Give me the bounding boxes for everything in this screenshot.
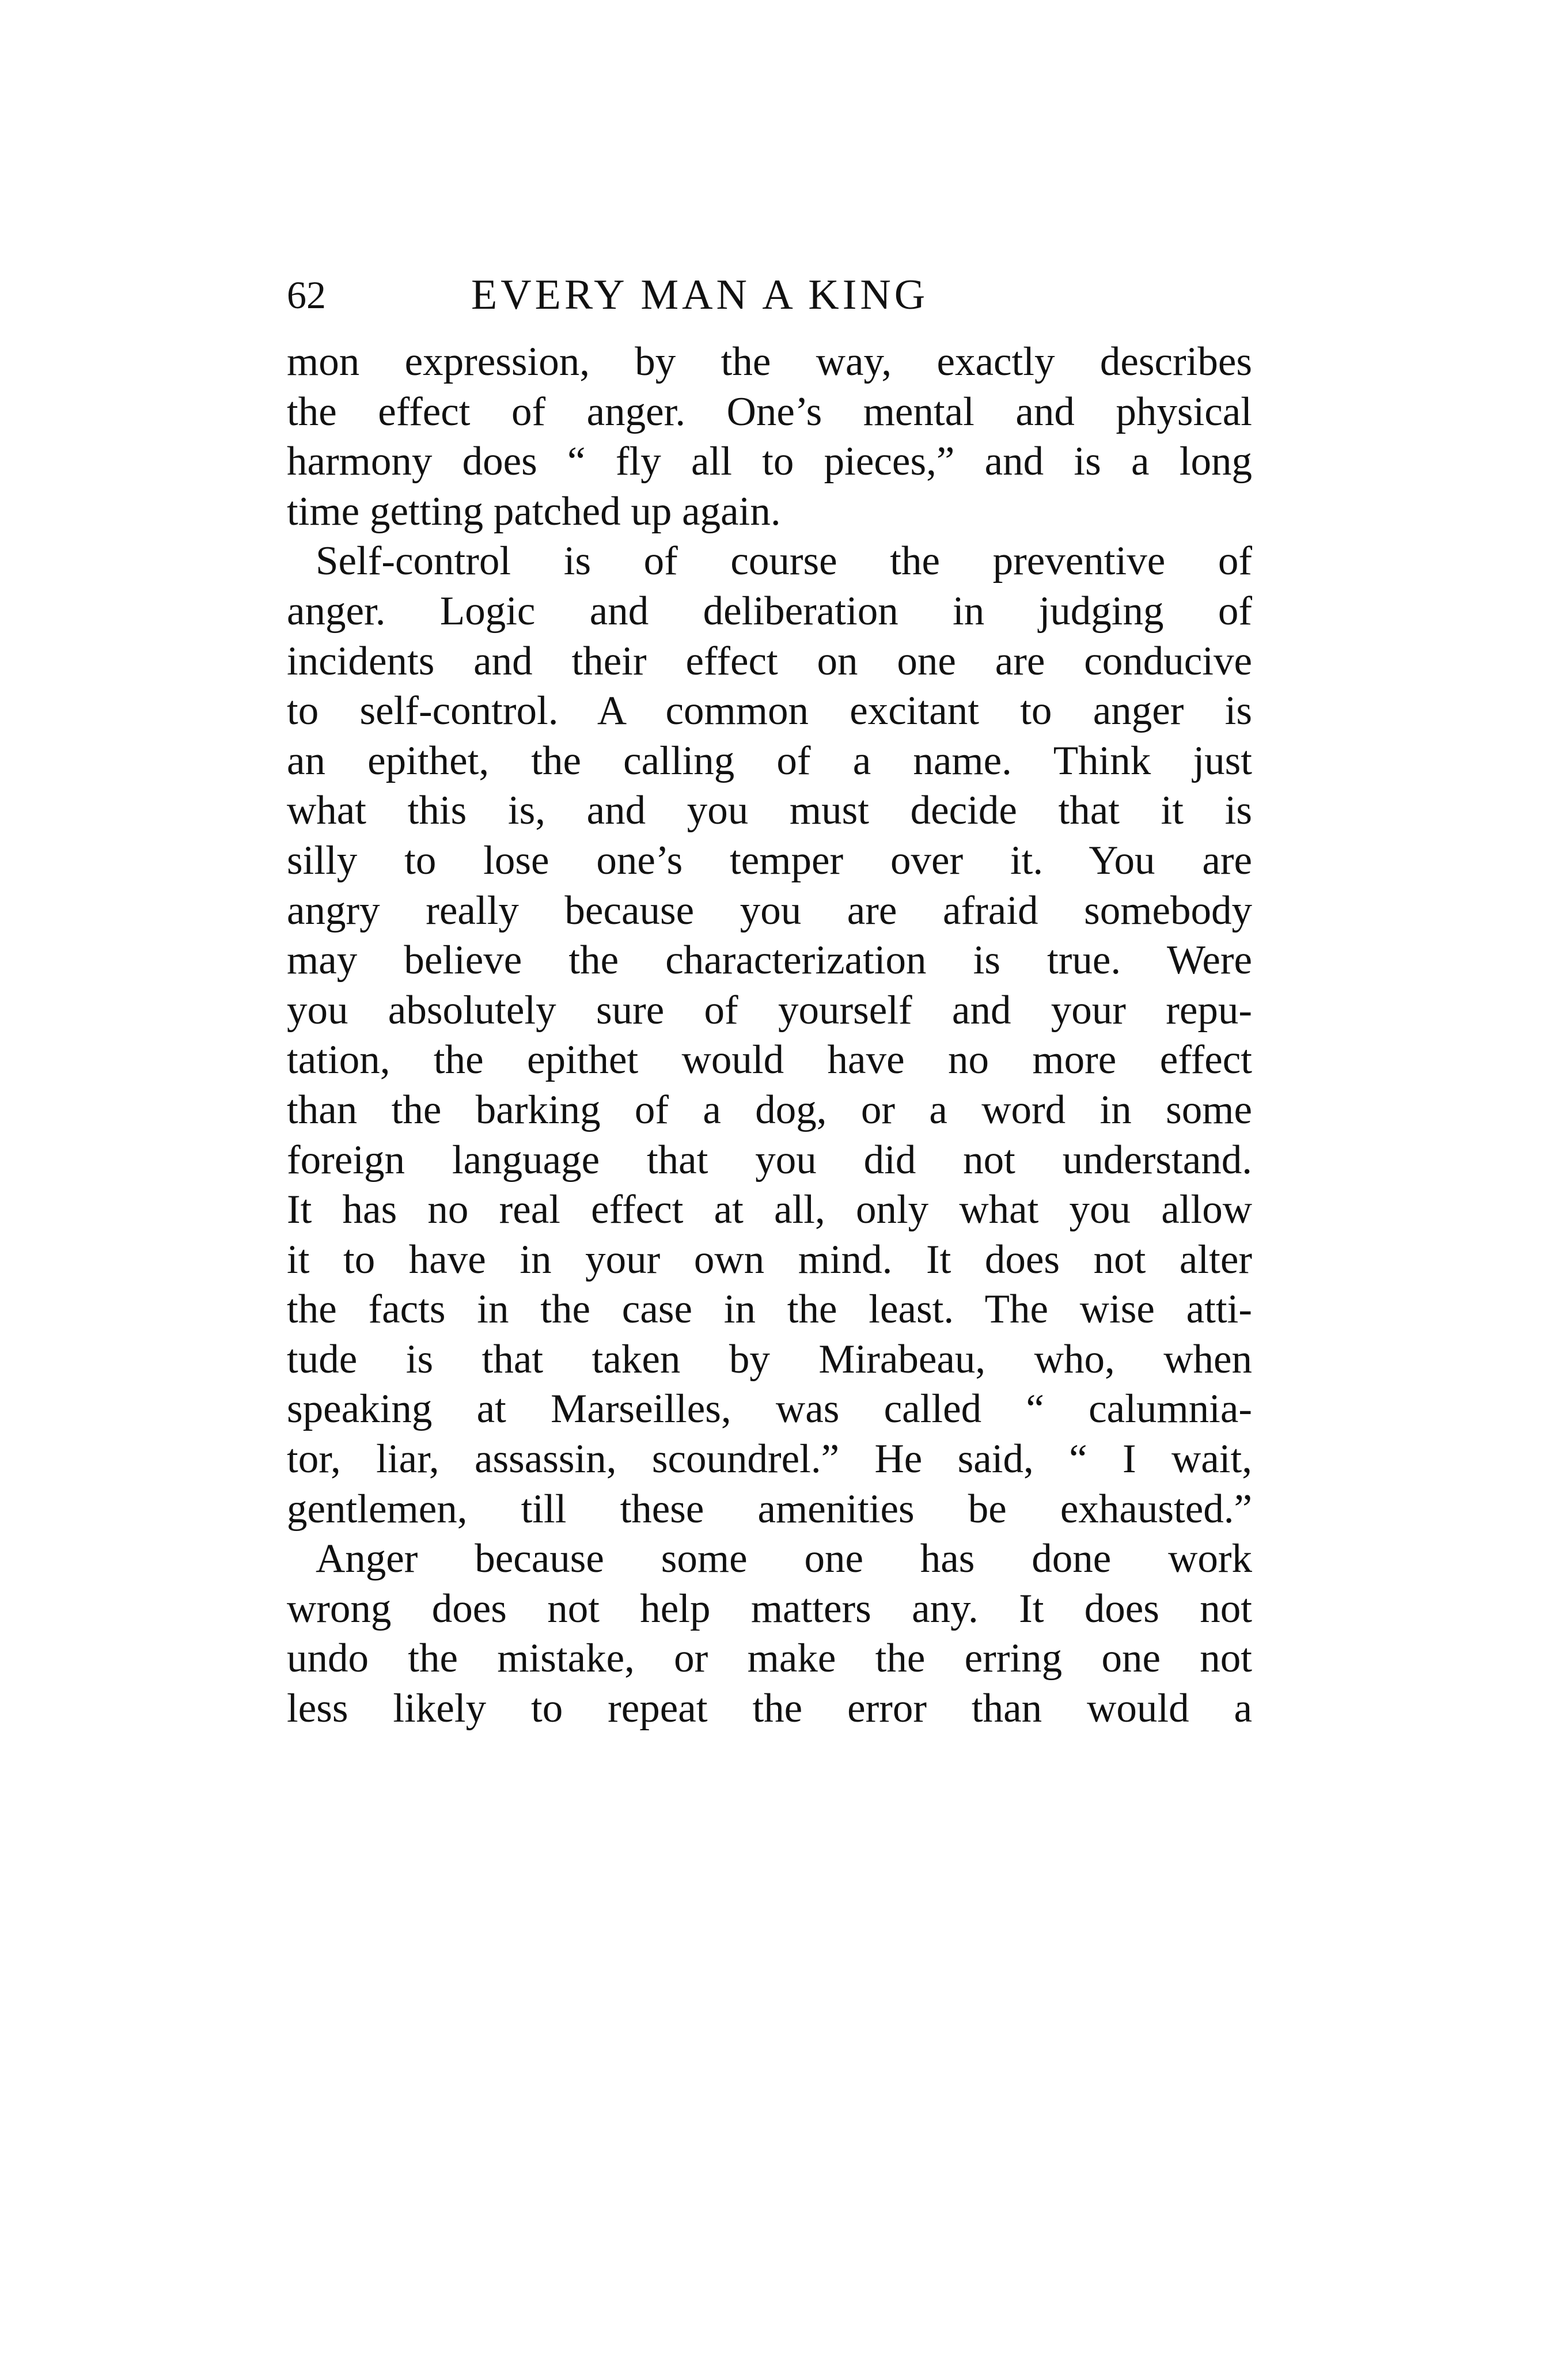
running-header	[287, 266, 1139, 324]
text-line: than the barking of a dog, or a word in some	[287, 1087, 1252, 1132]
text-line: tation, the epithet would have no more effect	[287, 1037, 1252, 1083]
text-line: an epithet, the calling of a name. Think just	[287, 738, 1252, 783]
text-line: to self-control. A common excitant to anger is	[287, 688, 1252, 734]
page-body-text	[287, 337, 1252, 1734]
text-line: harmony does “ fly all to pieces,” and is a long	[287, 439, 1252, 484]
text-line: It has no real effect at all, only what you allow	[287, 1187, 1252, 1233]
text-line: gentlemen, till these amenities be exhausted.”	[287, 1486, 1252, 1532]
text-line: mon expression, by the way, exactly describes	[287, 339, 1252, 384]
text-line: the facts in the case in the least. The wise atti-	[287, 1287, 1252, 1332]
text-line: foreign language that you did not understand.	[287, 1137, 1252, 1183]
text-line: less likely to repeat the error than would a	[287, 1686, 1252, 1731]
text-line: incidents and their effect on one are conducive	[287, 638, 1252, 684]
text-line: may believe the characterization is true. Were	[287, 938, 1252, 983]
text-line: anger. Logic and deliberation in judging of	[287, 588, 1252, 634]
text-line: what this is, and you must decide that it is	[287, 788, 1252, 833]
text-line: speaking at Marseilles, was called “ calumnia-	[287, 1386, 1252, 1432]
text-line: it to have in your own mind. It does not alter	[287, 1237, 1252, 1282]
text-line: silly to lose one’s temper over it. You are	[287, 837, 1252, 883]
text-line: undo the mistake, or make the erring one not	[287, 1636, 1252, 1681]
text-line: Self-control is of course the preventive of	[316, 539, 1252, 584]
text-line: tude is that taken by Mirabeau, who, when	[287, 1336, 1252, 1382]
text-line: you absolutely sure of yourself and your repu-	[287, 987, 1252, 1033]
text-line: wrong does not help matters any. It does not	[287, 1586, 1252, 1631]
text-line: angry really because you are afraid somebody	[287, 888, 1252, 933]
running-title: EVERY MAN A KING	[471, 271, 929, 319]
text-line: tor, liar, assassin, scoundrel.” He said, “ I wait,	[287, 1437, 1252, 1482]
text-line: time getting patched up again.	[287, 488, 781, 534]
text-line: Anger because some one has done work	[316, 1536, 1252, 1582]
text-line: the effect of anger. One’s mental and physical	[287, 389, 1252, 434]
page-number: 62	[287, 273, 326, 317]
